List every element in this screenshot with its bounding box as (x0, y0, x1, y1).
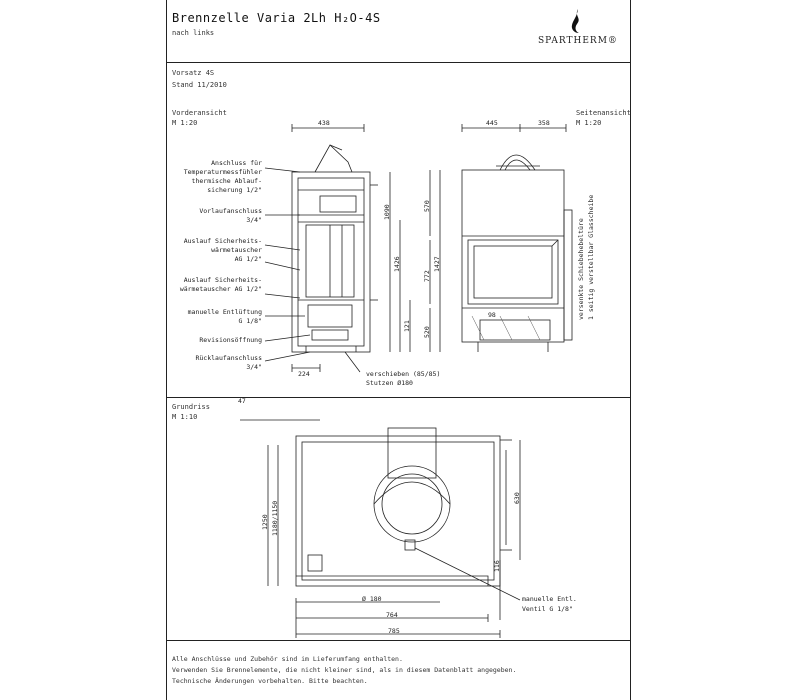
label-flow-1: Vorlaufanschluss (199, 207, 262, 215)
label-sensor-1: Anschluss für (211, 159, 262, 167)
front-view-title: Seitenansicht (576, 109, 631, 117)
dim-plan-v2: 1180/1150 (271, 500, 279, 536)
label-sensor-4: sicherung 1/2" (207, 186, 262, 194)
dim-side-v3: 121 (403, 320, 411, 332)
dim-plan-h1: Ø 180 (362, 595, 382, 603)
label-return-2: 3/4" (246, 363, 262, 371)
label-safety-1c: AG 1/2" (234, 255, 262, 263)
front-side-note-2: 1 seitig verstellbar Glasscheibe (587, 194, 595, 320)
label-safety-1a: Auslauf Sicherheits- (183, 237, 262, 245)
label-return-1: Rücklaufanschluss (195, 354, 262, 362)
drawing-info-1: Vorsatz 4S (172, 69, 215, 77)
label-flow-2: 3/4" (246, 216, 262, 224)
footer-note-2: Verwenden Sie Brennelemente, die nicht kleiner sind, als in diesem Datenblatt angegeben. (172, 666, 517, 674)
label-safety-2b: wärmetauscher AG 1/2" (179, 285, 262, 293)
dim-front-v1: 570 (423, 200, 431, 212)
dim-side-bottom: 224 (298, 370, 310, 378)
dim-bottom-note-1: verschieben (85/85) (366, 370, 441, 378)
dim-front-v4: 520 (423, 326, 431, 338)
dim-front-top-2: 358 (538, 119, 550, 127)
plan-view-drawing (240, 420, 520, 638)
plan-view-scale: M 1:10 (172, 413, 198, 421)
dim-plan-v3: 630 (513, 492, 521, 504)
side-view-title: Vorderansicht (172, 109, 227, 117)
label-safety-2a: Auslauf Sicherheits- (183, 276, 262, 284)
brand-logo-text: SPARTHERM® (538, 36, 618, 46)
dim-bottom-note-2: Stutzen Ø180 (366, 379, 413, 387)
plan-view-title: Grundriss (172, 403, 210, 411)
label-sensor-2: Temperaturmessfühler (183, 168, 262, 176)
dim-plan-h2: 764 (386, 611, 398, 619)
footer-note-3: Technische Änderungen vorbehalten. Bitte beachten. (172, 677, 368, 685)
dim-front-inner: 98 (488, 311, 496, 319)
label-revision: Revisionsöffnung (199, 336, 262, 344)
dim-side-v1: 1090 (383, 204, 391, 220)
dim-plan-top: 47 (238, 397, 246, 405)
side-view-scale: M 1:20 (172, 119, 198, 127)
side-view-drawing (265, 124, 410, 372)
plan-note-2: Ventil G 1/8" (522, 605, 573, 613)
dim-side-v2: 1426 (393, 256, 401, 272)
dim-front-top-1: 445 (486, 119, 498, 127)
drawing-subtitle: nach links (172, 29, 215, 37)
label-vent-1: manuelle Entlüftung (187, 308, 262, 316)
front-view-scale: M 1:20 (576, 119, 602, 127)
footer-note-1: Alle Anschlüsse und Zubehör sind im Lieferumfang enthalten. (172, 655, 403, 663)
plan-note-1: manuelle Entl. (522, 595, 577, 603)
drawing-info-2: Stand 11/2010 (172, 81, 227, 89)
label-safety-1b: wärmetauscher (211, 246, 262, 254)
label-vent-2: G 1/8" (238, 317, 262, 325)
dim-side-top: 438 (318, 119, 330, 127)
drawing-title: Brennzelle Varia 2Lh H₂O-4S (172, 11, 381, 25)
dim-plan-v1: 1250 (261, 514, 269, 530)
front-side-note-1: versenkte Schiebehebeltüre (577, 218, 585, 320)
dim-front-v3: 772 (423, 270, 431, 282)
label-sensor-3: thermische Ablauf- (191, 177, 262, 185)
dim-plan-h3: 785 (388, 627, 400, 635)
dim-plan-v4: 116 (493, 560, 501, 572)
dim-front-v2: 1427 (433, 256, 441, 272)
